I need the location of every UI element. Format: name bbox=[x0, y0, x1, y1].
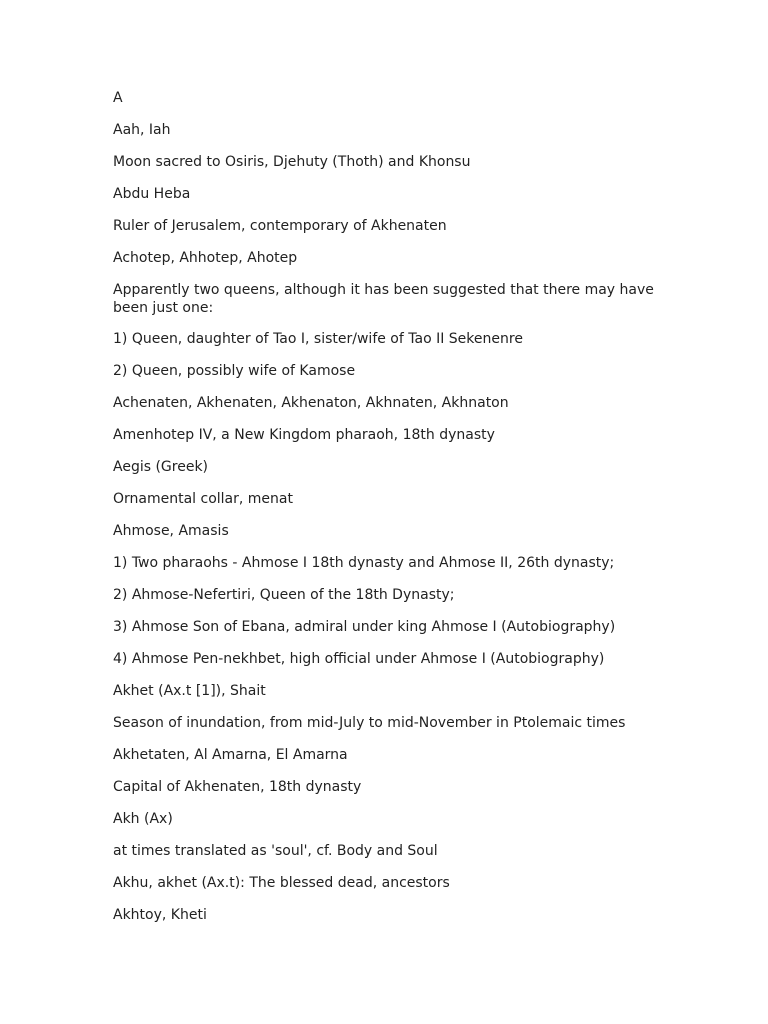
glossary-definition: Akhu, akhet (Ax.t): The blessed dead, ancestors bbox=[113, 875, 450, 891]
glossary-term: Aegis (Greek) bbox=[113, 459, 209, 475]
glossary-definition: Ornamental collar, menat bbox=[113, 491, 293, 507]
glossary-definition: 3) Ahmose Son of Ebana, admiral under king Ahmose I (Autobiography) bbox=[113, 619, 616, 635]
glossary-term: Akhtoy, Kheti bbox=[113, 907, 207, 923]
glossary-term: Abdu Heba bbox=[113, 186, 191, 202]
glossary-term: Akhet (Ax.t [1]), Shait bbox=[113, 683, 266, 699]
glossary-term: Akhetaten, Al Amarna, El Amarna bbox=[113, 747, 348, 763]
glossary-definition: 2) Queen, possibly wife of Kamose bbox=[113, 363, 356, 379]
glossary-definition: Apparently two queens, although it has been suggested that there may have been just one: bbox=[113, 282, 654, 316]
glossary-definition: 1) Queen, daughter of Tao I, sister/wife of Tao II Sekenenre bbox=[113, 331, 523, 347]
glossary-term: Aah, Iah bbox=[113, 122, 171, 138]
glossary-definition: Ruler of Jerusalem, contemporary of Akhenaten bbox=[113, 218, 447, 234]
glossary-term: Achenaten, Akhenaten, Akhenaton, Akhnaten, Akhnaton bbox=[113, 395, 509, 411]
glossary-definition: 2) Ahmose-Nefertiri, Queen of the 18th Dynasty; bbox=[113, 587, 455, 603]
glossary-term: Ahmose, Amasis bbox=[113, 523, 229, 539]
glossary-definition: 4) Ahmose Pen-nekhbet, high official under Ahmose I (Autobiography) bbox=[113, 651, 605, 667]
glossary-definition: Moon sacred to Osiris, Djehuty (Thoth) and Khonsu bbox=[113, 154, 471, 170]
glossary-definition: 1) Two pharaohs - Ahmose I 18th dynasty and Ahmose II, 26th dynasty; bbox=[113, 555, 615, 571]
glossary-term: Achotep, Ahhotep, Ahotep bbox=[113, 250, 298, 266]
glossary-text bbox=[113, 89, 673, 938]
glossary-term: Akh (Ax) bbox=[113, 811, 173, 827]
glossary-definition: at times translated as 'soul', cf. Body and Soul bbox=[113, 843, 438, 859]
glossary-definition: Capital of Akhenaten, 18th dynasty bbox=[113, 779, 362, 795]
section-letter: A bbox=[113, 90, 123, 106]
glossary-definition: Amenhotep IV, a New Kingdom pharaoh, 18th dynasty bbox=[113, 427, 495, 443]
glossary-definition: Season of inundation, from mid-July to mid-November in Ptolemaic times bbox=[113, 715, 626, 731]
